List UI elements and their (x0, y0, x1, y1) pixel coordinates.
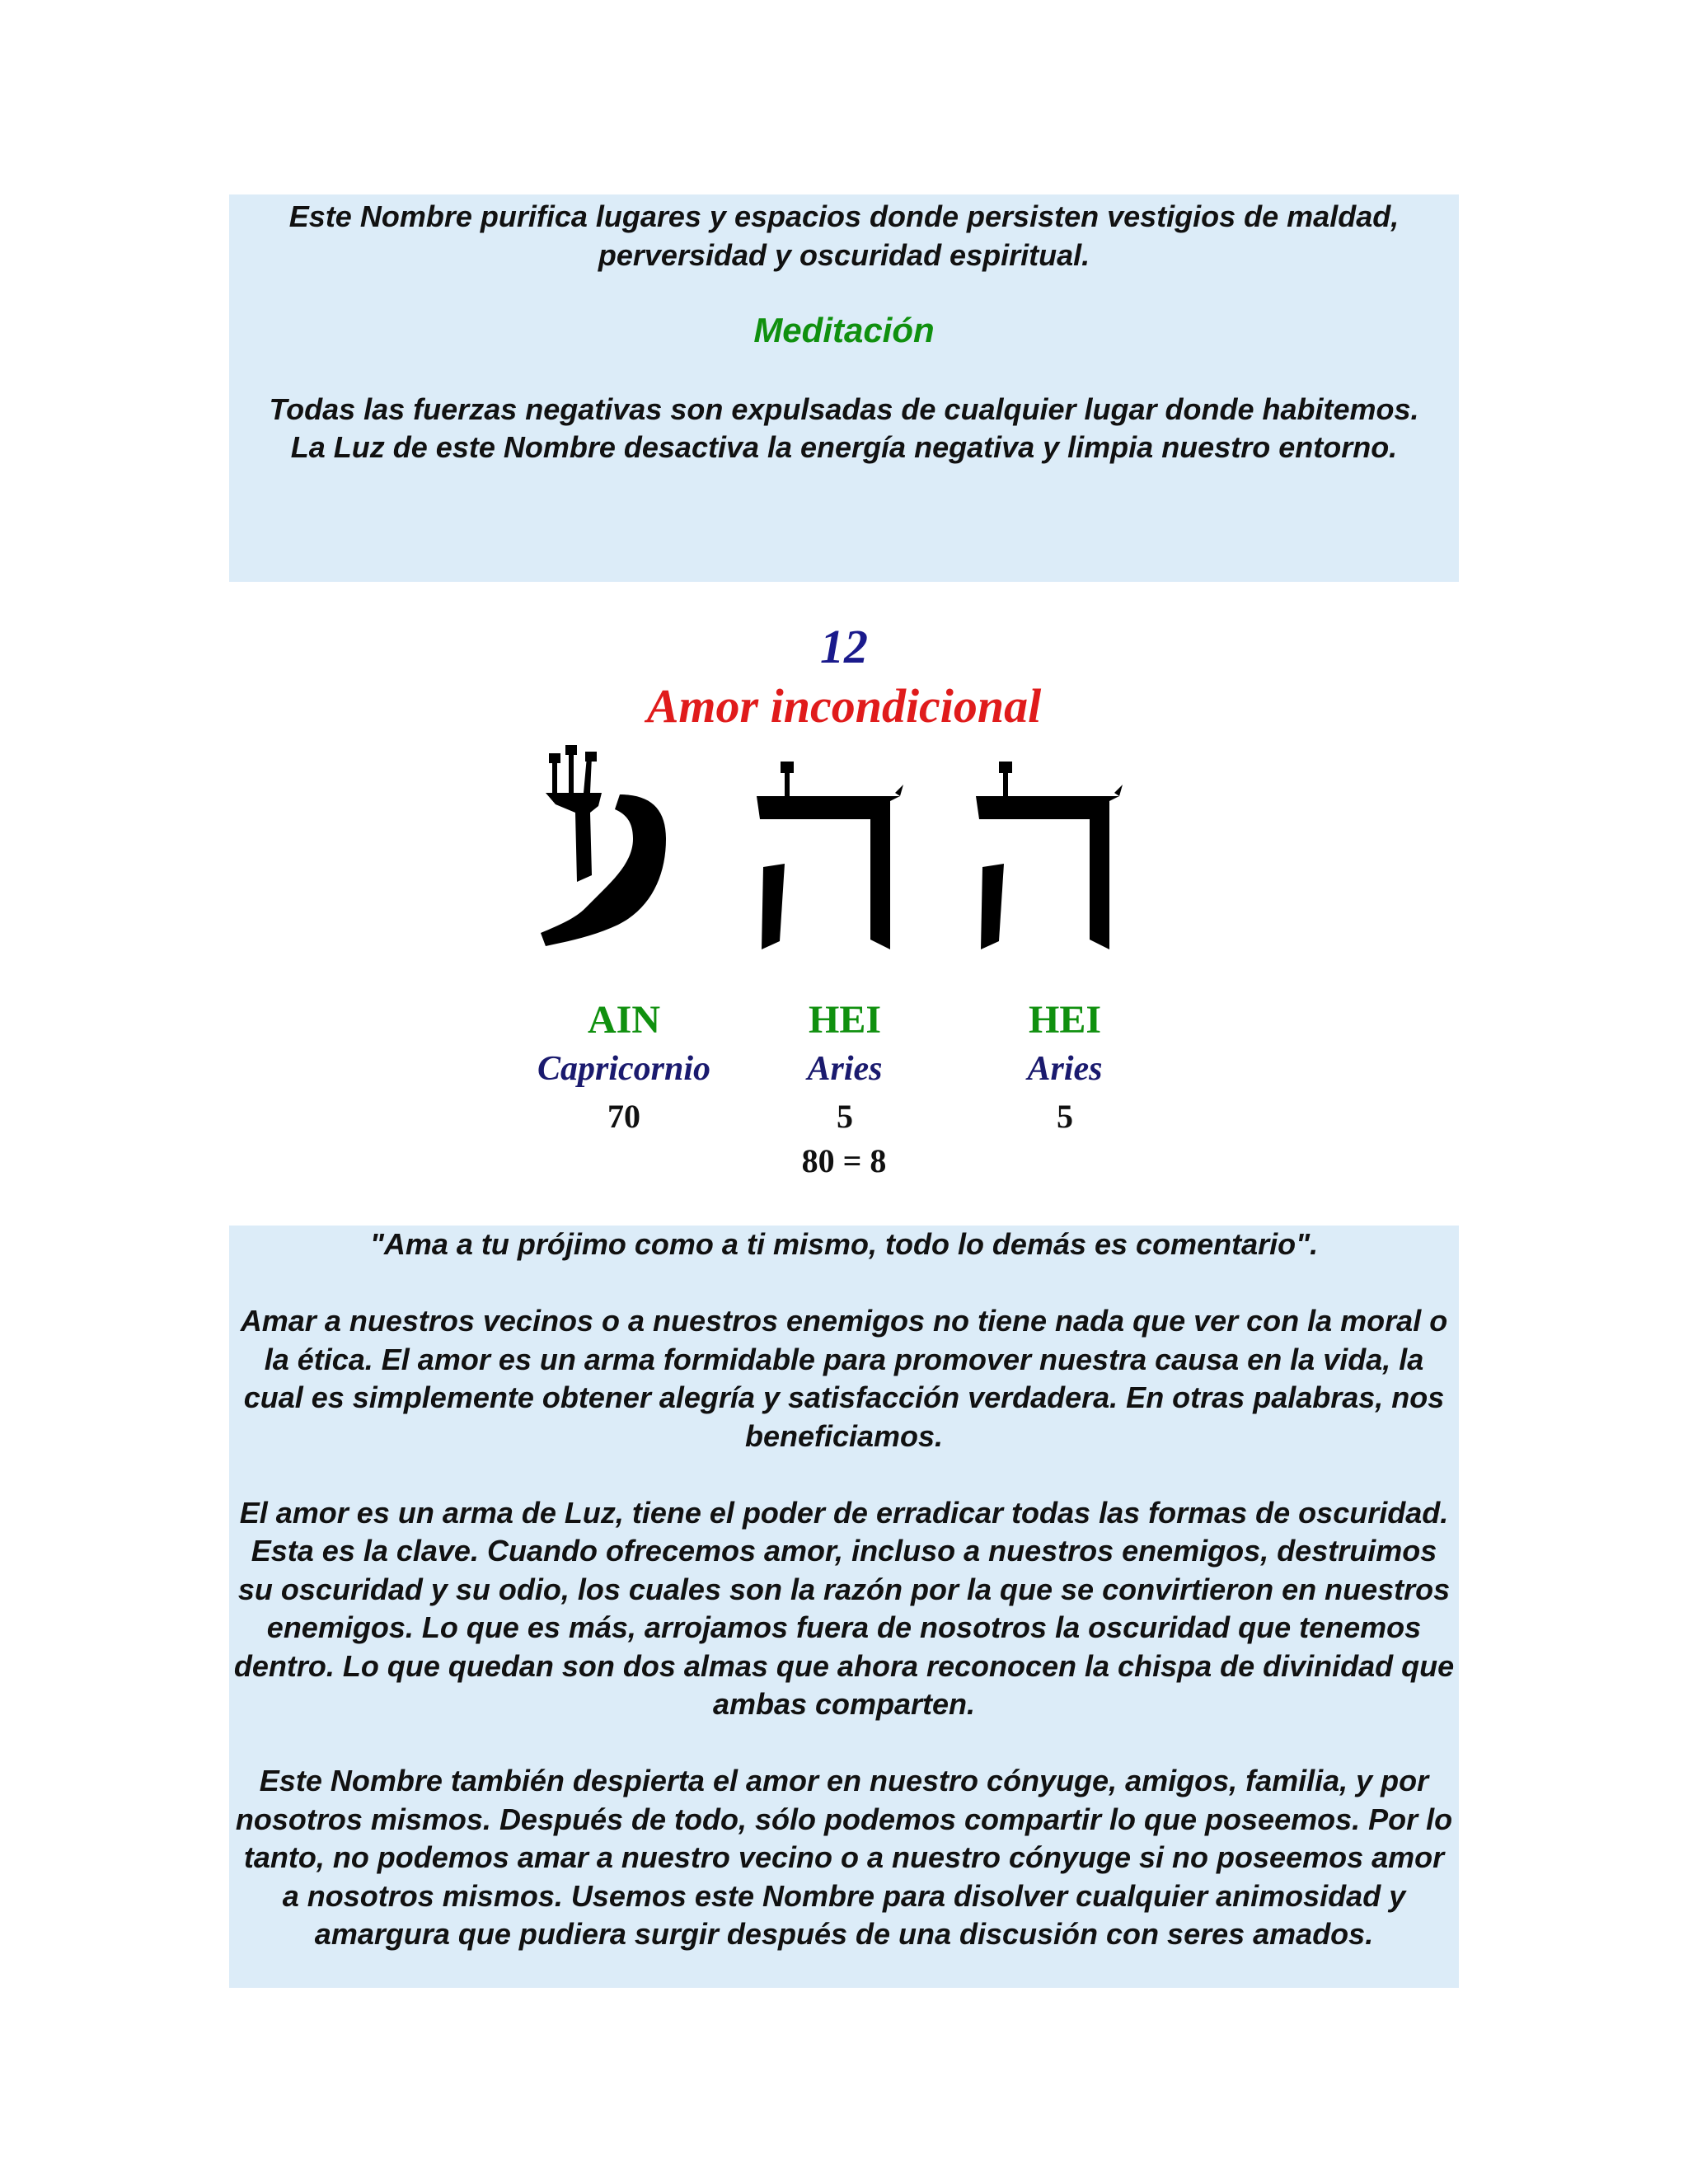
name-number: 12 (820, 620, 868, 673)
commentary-box (229, 1226, 1459, 1988)
numeric-total: 80 = 8 (801, 1142, 887, 1179)
letter-name: HEI (1028, 998, 1102, 1042)
ayin-letter-glyph (541, 745, 666, 946)
letter-name: HEI (808, 998, 882, 1042)
body-paragraph: Amar a nuestros vecinos o a nuestros enemigos no tiene nada que ver con la moral o la ética. El amor es un arma formidable para promover nuestra causa en la vida, la cual es simplemente obtener alegría y satisfacción verdadera. En otras palabras, nos beneficiamos. (240, 1304, 1448, 1453)
hebrew-letters-image (528, 743, 1154, 949)
zodiac-sign: Capricornio (537, 1050, 711, 1088)
hei-letter-glyph-1 (757, 762, 903, 949)
letter-name: AIN (587, 998, 660, 1042)
meditation-text: Todas las fuerzas negativas son expulsadas de cualquier lugar donde habitemos. La Luz de este Nombre desactiva la energía negativa y limpia nuestro entorno. (269, 391, 1419, 464)
zodiac-sign: Aries (807, 1050, 883, 1088)
letter-value: 70 (607, 1098, 640, 1135)
body-paragraph: El amor es un arma de Luz, tiene el poder de erradicar todas las formas de oscuridad. Esta es la clave. Cuando ofrecemos amor, incluso a nuestros enemigos, destruimos su oscuridad y su odio, los cuales son la razón por la que se convirtieron en nuestros enemigos. Lo que es más, arrojamos fuera de nosotros la oscuridad que tenemos dentro. Lo que quedan son dos almas que ahora reconocen la chispa de divinidad que ambas comparten. (233, 1495, 1455, 1721)
quote-paragraph: "Ama a tu prójimo como a ti mismo, todo lo demás es comentario". (369, 1227, 1319, 1261)
intro-text: Este Nombre purifica lugares y espacios donde persisten vestigios de maldad, perversidad y oscuridad espiritual. (288, 199, 1400, 272)
name-title: Amor incondicional (646, 679, 1042, 733)
hei-letter-glyph-2 (976, 762, 1123, 949)
zodiac-sign: Aries (1027, 1050, 1103, 1088)
intro-box (229, 194, 1459, 582)
meditation-heading: Meditación (753, 311, 935, 349)
body-paragraph: Este Nombre también despierta el amor en nuestro cónyuge, amigos, familia, y por nosotros mismos. Después de todo, sólo podemos compartir lo que poseemos. Por lo tanto, no podemos amar a nuestro vecino o a nuestro cónyuge si no poseemos amor a nosotros mismos. Usemos este Nombre para disolver cualquier animosidad y amargura que pudiera surgir después de una discusión con seres amados. (235, 1764, 1453, 1951)
letter-value: 5 (1057, 1098, 1073, 1135)
letter-value: 5 (837, 1098, 853, 1135)
